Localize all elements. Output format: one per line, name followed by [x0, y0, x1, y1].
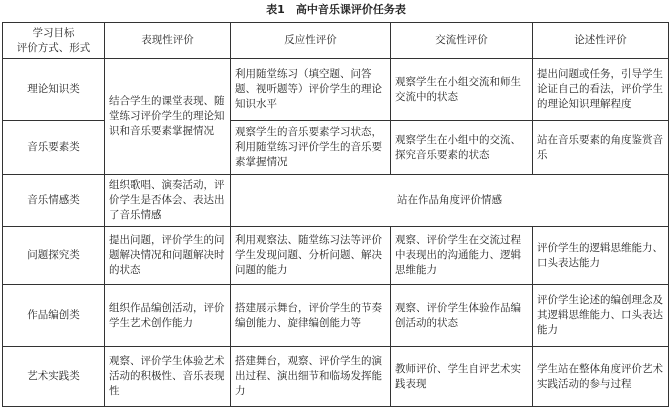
cell-theory-argument: 提出问题或任务，引导学生论证自己的看法，评价学生的理论知识理解程度 — [533, 59, 669, 121]
cell-elements-communication: 观察学生在小组中的交流、探究音乐要素的状态 — [391, 121, 533, 175]
corner-header — [3, 23, 105, 59]
column-header-performance: 表现性评价 — [105, 23, 231, 59]
cell-elements-argument: 站在音乐要素的角度鉴赏音乐 — [533, 121, 669, 175]
cell-practice-response: 搭建舞台，观察、评价学生的演出过程、演出细节和临场发挥能力 — [231, 347, 391, 407]
cell-elements-response: 观察学生的音乐要素学习状态，利用随堂练习评价学生的音乐要素掌握情况 — [231, 121, 391, 175]
cell-emotion-merged: 站在作品角度评价情感 — [231, 175, 669, 227]
cell-creation-performance: 组织作品编创活动，评价学生艺术创作能力 — [105, 285, 231, 347]
cell-inquiry-argument: 评价学生的逻辑思维能力、口头表达能力 — [533, 227, 669, 285]
row-label-theory: 理论知识类 — [3, 59, 105, 121]
table-caption: 表1 高中音乐课评价任务表 — [266, 3, 406, 16]
cell-emotion-performance: 组织歌唱、演奏活动，评价学生是否体会、表达出了音乐情感 — [105, 175, 231, 227]
cell-inquiry-response: 利用观察法、随堂练习法等评价学生发现问题、分析问题、解决问题的能力 — [231, 227, 391, 285]
column-header-argument: 论述性评价 — [533, 23, 669, 59]
corner-header-line1: 学习目标 — [32, 26, 75, 39]
table-row-inquiry — [3, 227, 669, 285]
cell-creation-argument: 评价学生论述的编创理念及其逻辑思维能力、口头表达能力 — [533, 285, 669, 347]
cell-creation-communication: 观察、评价学生体验作品编创活动的状态 — [391, 285, 533, 347]
column-header-communication: 交流性评价 — [391, 23, 533, 59]
header-row — [3, 23, 669, 59]
table-row-theory — [3, 59, 669, 121]
row-label-emotion: 音乐情感类 — [3, 175, 105, 227]
cell-practice-communication: 教师评价、学生自评艺术实践表现 — [391, 347, 533, 407]
cell-theory-performance: 结合学生的课堂表现、随堂练习评价学生的理论知识和音乐要素掌握情况 — [105, 59, 231, 175]
table-row-emotion — [3, 175, 669, 227]
cell-theory-response: 利用随堂练习（填空题、问答题、视听题等）评价学生的理论知识水平 — [231, 59, 391, 121]
table-row-practice — [3, 347, 669, 407]
corner-header-line2: 评价方式、形式 — [16, 41, 91, 54]
cell-inquiry-performance: 提出问题，评价学生的问题解决情况和问题解决时的状态 — [105, 227, 231, 285]
cell-creation-response: 搭建展示舞台，评价学生的节奏编创能力、旋律编创能力等 — [231, 285, 391, 347]
cell-theory-communication: 观察学生在小组交流和师生交流中的状态 — [391, 59, 533, 121]
cell-practice-performance: 观察、评价学生体验艺术活动的积极性、音乐表现性 — [105, 347, 231, 407]
row-label-practice: 艺术实践类 — [3, 347, 105, 407]
row-label-creation: 作品编创类 — [3, 285, 105, 347]
column-header-response: 反应性评价 — [231, 23, 391, 59]
cell-practice-argument: 学生站在整体角度评价艺术实践活动的参与过程 — [533, 347, 669, 407]
table-row-creation — [3, 285, 669, 347]
evaluation-table — [2, 22, 669, 407]
table-row-elements — [3, 121, 669, 175]
row-label-inquiry: 问题探究类 — [3, 227, 105, 285]
row-label-elements: 音乐要素类 — [3, 121, 105, 175]
cell-inquiry-communication: 观察、评价学生在交流过程中表现出的沟通能力、逻辑思维能力 — [391, 227, 533, 285]
